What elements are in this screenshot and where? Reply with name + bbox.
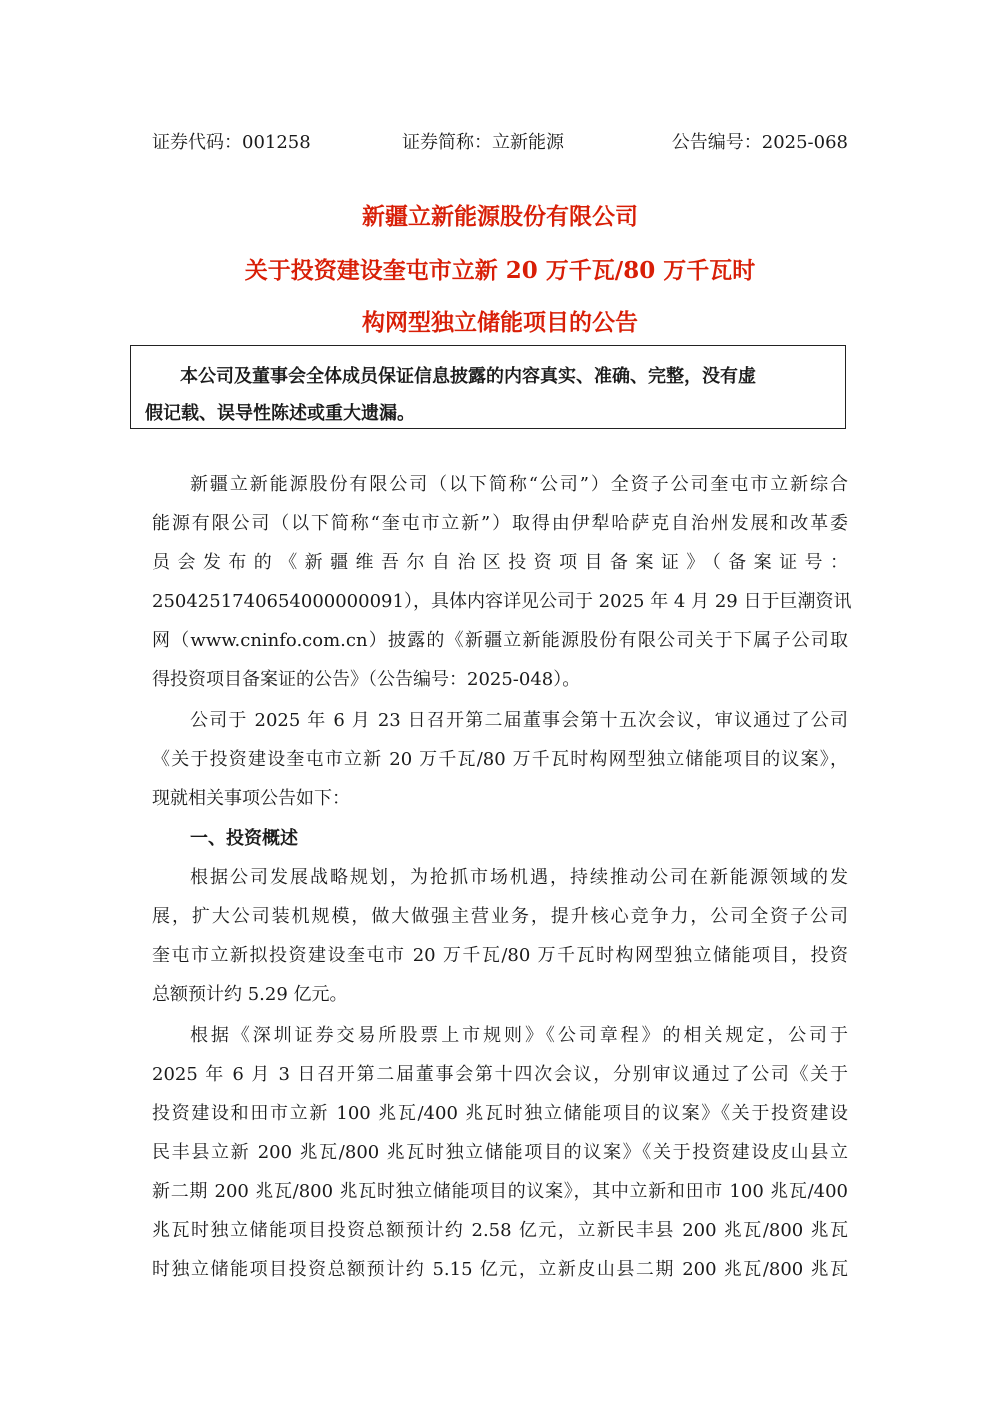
paragraph-line: 2025 年 6 月 3 日召开第二届董事会第十四次会议，分别审议通过了公司《关于	[152, 1064, 848, 1085]
stock-code: 证券代码：001258	[152, 132, 311, 153]
paragraph-line: 奎屯市立新拟投资建设奎屯市 20 万千瓦/80 万千瓦时构网型独立储能项目，投资	[152, 945, 848, 966]
title-subject-line1: 关于投资建设奎屯市立新 20 万千瓦/80 万千瓦时	[244, 257, 756, 284]
title-subject-line2: 构网型独立储能项目的公告	[362, 309, 638, 336]
stock-name: 证券简称：立新能源	[402, 132, 564, 153]
paragraph-line: 能源有限公司（以下简称“奎屯市立新”）取得由伊犁哈萨克自治州发展和改革委	[152, 513, 848, 534]
paragraph-line: 展，扩大公司装机规模，做大做强主营业务，提升核心竞争力，公司全资子公司	[152, 906, 848, 927]
paragraph-line: 投资建设和田市立新 100 兆瓦/400 兆瓦时独立储能项目的议案》《关于投资建设	[152, 1103, 848, 1124]
paragraph-line: 员会发布的《新疆维吾尔自治区投资项目备案证》（备案证号：	[152, 552, 848, 573]
paragraph-line: 新疆立新能源股份有限公司（以下简称“公司”）全资子公司奎屯市立新综合	[190, 474, 848, 495]
disclosure-statement-line2: 假记载、误导性陈述或重大遗漏。	[145, 403, 415, 424]
paragraph-line: 《关于投资建设奎屯市立新 20 万千瓦/80 万千瓦时构网型独立储能项目的议案》，	[152, 749, 848, 770]
title-company: 新疆立新能源股份有限公司	[362, 203, 638, 230]
paragraph-line: 根据《深圳证券交易所股票上市规则》《公司章程》的相关规定，公司于	[190, 1025, 848, 1046]
paragraph-line: 根据公司发展战略规划，为抢抓市场机遇，持续推动公司在新能源领域的发	[190, 867, 848, 888]
disclosure-statement-line1: 本公司及董事会全体成员保证信息披露的内容真实、准确、完整，没有虚	[180, 366, 756, 387]
paragraph-line: 总额预计约 5.29 亿元。	[152, 984, 348, 1005]
paragraph-line: 网（www.cninfo.com.cn）披露的《新疆立新能源股份有限公司关于下属子公司取	[152, 630, 848, 651]
paragraph-line: 现就相关事项公告如下：	[152, 788, 350, 809]
paragraph-line: 兆瓦时独立储能项目投资总额预计约 2.58 亿元，立新民丰县 200 兆瓦/800 兆瓦	[152, 1220, 848, 1241]
paragraph-line: 时独立储能项目投资总额预计约 5.15 亿元，立新皮山县二期 200 兆瓦/800 兆瓦	[152, 1259, 848, 1280]
section-heading-investment-overview: 一、投资概述	[190, 828, 298, 849]
notice-number: 公告编号：2025-068	[671, 132, 848, 153]
paragraph-line: 得投资项目备案证的公告》（公告编号：2025-048）。	[152, 669, 581, 690]
paragraph-line: 新二期 200 兆瓦/800 兆瓦时独立储能项目的议案》，其中立新和田市 100 兆瓦/400	[152, 1181, 848, 1202]
paragraph-line: 公司于 2025 年 6 月 23 日召开第二届董事会第十五次会议，审议通过了公司	[190, 710, 848, 731]
paragraph-line: 2504251740654000000091），具体内容详见公司于 2025 年 4 月 29 日于巨潮资讯	[152, 591, 852, 612]
paragraph-line: 民丰县立新 200 兆瓦/800 兆瓦时独立储能项目的议案》《关于投资建设皮山县立	[152, 1142, 848, 1163]
